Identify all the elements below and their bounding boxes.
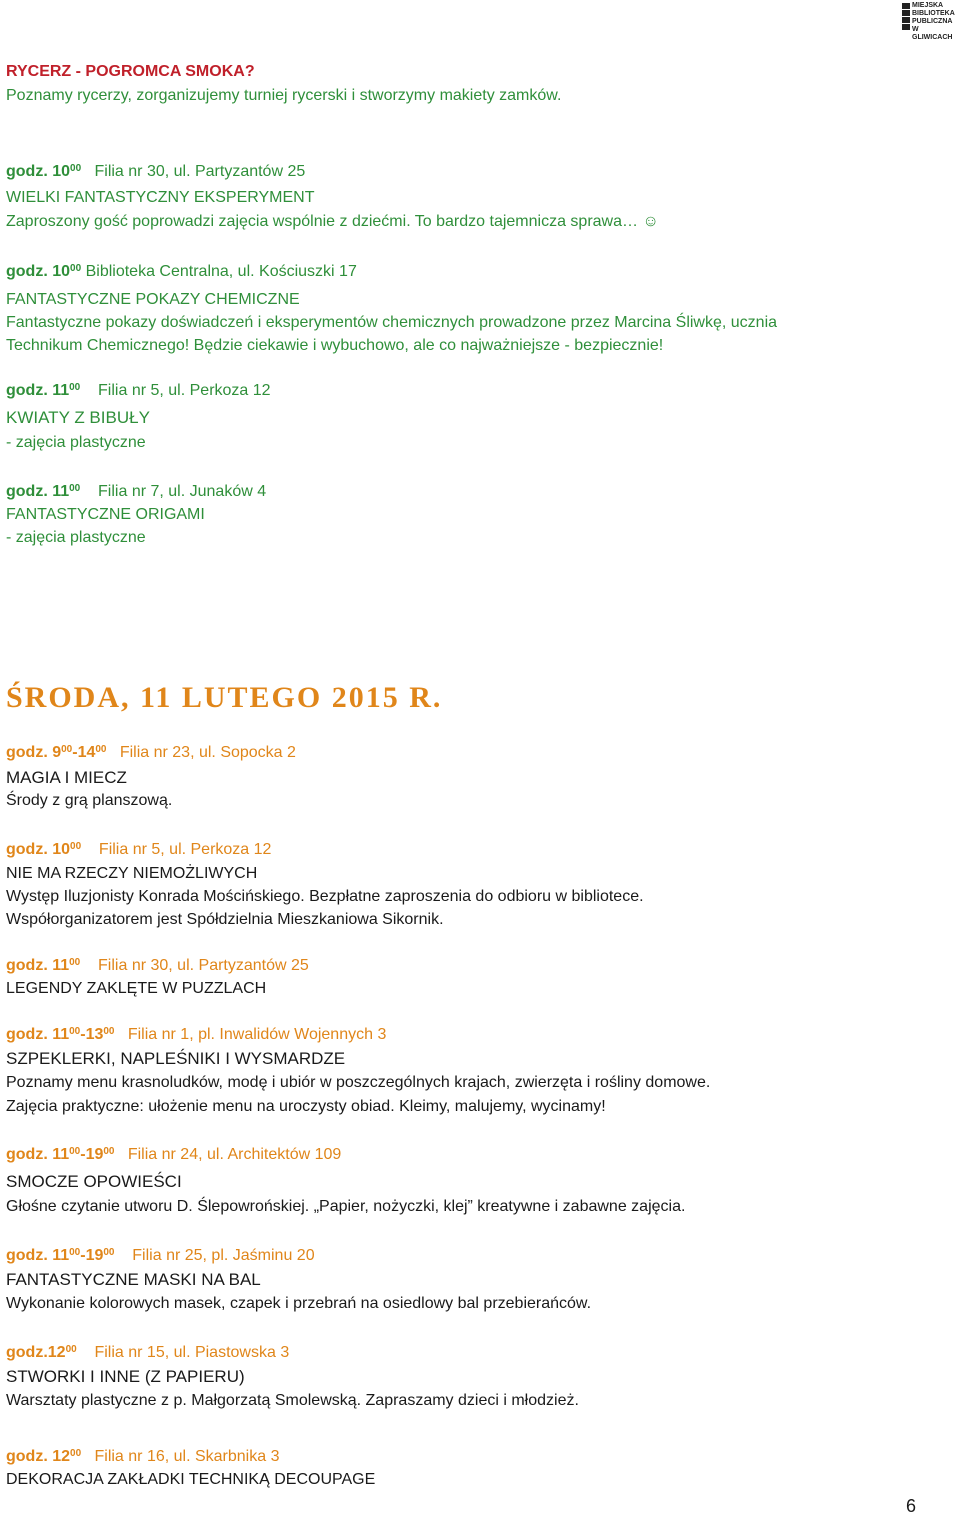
event-desc-line-2: Współorganizatorem jest Spółdzielnia Mieszkaniowa Sikornik. <box>6 911 444 928</box>
event-title: FANTASTYCZNE MASKI NA BAL <box>6 1270 261 1289</box>
event-place: Filia nr 5, ul. Perkoza 12 <box>98 382 271 399</box>
event-time: godz. 9 <box>6 744 62 761</box>
event-title: FANTASTYCZNE POKAZY CHEMICZNE <box>6 291 300 308</box>
event-time-place: godz. $10^{00}$ Filia nr 30, ul. Partyzantów 25 <box>6 163 306 180</box>
page-number: 6 <box>906 1496 917 1516</box>
event-desc-line-2: Zajęcia praktyczne: ułożenie menu na uroczysty obiad. Kleimy, malujemy, wycinamy! <box>6 1098 606 1115</box>
event-title: DEKORACJA ZAKŁADKI TECHNIKĄ DECOUPAGE <box>6 1471 376 1488</box>
event-title: NIE MA RZECZY NIEMOŻLIWYCH <box>6 865 258 882</box>
event-place: Filia nr 23, ul. Sopocka 2 <box>119 744 296 761</box>
event-desc: Zaproszony gość poprowadzi zajęcia wspólnie z dziećmi. To bardzo tajemnicza sprawa… ☺ <box>6 213 659 230</box>
event-title: LEGENDY ZAKLĘTE W PUZZLACH <box>6 980 267 997</box>
event-desc: - zajęcia plastyczne <box>6 434 146 451</box>
event-desc: Głośne czytanie utworu D. Ślepowrońskiej. „Papier, nożyczki, klej” kreatywne i zabawne zajęcia. <box>6 1198 686 1215</box>
event-time-place: godz. $10^{00}$ Biblioteka Centralna, ul. Kościuszki 17 <box>6 263 357 280</box>
section-heading: ŚRODA, 11 LUTEGO 2015 R. <box>6 681 443 714</box>
event-place: Filia nr 7, ul. Junaków 4 <box>98 483 267 500</box>
event-time-place: godz. $11^{00}$ Filia nr 7, ul. Junaków 4 <box>6 483 267 500</box>
event-desc: Wykonanie kolorowych masek, czapek i przebrań na osiedlowy bal przebierańców. <box>6 1295 592 1312</box>
event-time: godz. 11 <box>6 483 70 500</box>
event-place: Filia nr 5, ul. Perkoza 12 <box>98 841 272 858</box>
event-title: SMOCZE OPOWIEŚCI <box>6 1172 182 1191</box>
logo-line-4: W GLIWICACH <box>912 26 953 41</box>
event-title: RYCERZ - POGROMCA SMOKA? <box>6 63 255 80</box>
event-title: SZPEKLERKI, NAPLEŚNIKI I WYSMARDZE <box>6 1049 346 1068</box>
event-time-place: godz. $11^{00}$ Filia nr 5, ul. Perkoza 12 <box>6 382 271 399</box>
event-title: WIELKI FANTASTYCZNY EKSPERYMENT <box>6 189 315 206</box>
event-title: KWIATY Z BIBUŁY <box>6 408 150 427</box>
event-place: Filia nr 30, ul. Partyzantów 25 <box>98 957 309 974</box>
event-place: Biblioteka Centralna, ul. Kościuszki 17 <box>85 263 357 280</box>
event-time-place: godz. $11^{00}-19^{00}$ Filia nr 25, pl. Jaśminu 20 <box>6 1247 315 1264</box>
event-title: FANTASTYCZNE ORIGAMI <box>6 506 205 523</box>
event-time-place: godz. $11^{00}-19^{00}$ Filia nr 24, ul. Architektów 109 <box>6 1146 342 1163</box>
event-time: godz. 10 <box>6 163 71 180</box>
logo-mark-icon <box>902 3 910 31</box>
event-time-place: godz. $9^{00}-14^{00}$ Filia nr 23, ul. Sopocka 2 <box>6 744 296 761</box>
event-place: Filia nr 30, ul. Partyzantów 25 <box>94 163 306 180</box>
event-title: MAGIA I MIECZ <box>6 768 127 787</box>
event-desc: - zajęcia plastyczne <box>6 529 146 546</box>
logo-line-3: PUBLICZNA <box>912 18 953 25</box>
event-time: godz. 12 <box>6 1448 71 1465</box>
event-time-place: godz. $12^{00}$ Filia nr 16, ul. Skarbnika 3 <box>6 1448 280 1465</box>
event-time-place: godz. $10^{00}$ Filia nr 5, ul. Perkoza 12 <box>6 841 272 858</box>
event-place: Filia nr 25, pl. Jaśminu 20 <box>132 1247 315 1264</box>
event-place: Filia nr 24, ul. Architektów 109 <box>127 1146 342 1163</box>
event-desc: Środy z grą planszową. <box>6 792 173 809</box>
logo-line-2: BIBLIOTEKA <box>912 10 955 17</box>
event-time-place: godz. $11^{00}-13^{00}$ Filia nr 1, pl. Inwalidów Wojennych 3 <box>6 1026 387 1043</box>
event-time-place: godz. $11^{00}$ Filia nr 30, ul. Partyzantów 25 <box>6 957 309 974</box>
event-time: godz.12 <box>6 1344 66 1361</box>
event-time: godz. 10 <box>6 263 71 280</box>
event-desc-line-1: Fantastyczne pokazy doświadczeń i eksperymentów chemicznych prowadzone przez Marcina Śliwkę, ucznia <box>6 314 778 331</box>
library-logo <box>902 2 958 41</box>
event-place: Filia nr 16, ul. Skarbnika 3 <box>94 1448 280 1465</box>
event-title: STWORKI I INNE (Z PAPIERU) <box>6 1367 245 1386</box>
event-time: godz. 11 <box>6 382 70 399</box>
event-desc-line-2: Technikum Chemicznego! Będzie ciekawie i wybuchowo, ale co najważniejsze - bezpiecznie! <box>6 337 664 354</box>
event-place: Filia nr 1, pl. Inwalidów Wojennych 3 <box>127 1026 387 1043</box>
event-time: godz. 11 <box>6 1146 70 1163</box>
event-desc: Warsztaty plastyczne z p. Małgorzatą Smolewską. Zapraszamy dzieci i młodzież. <box>6 1392 579 1409</box>
event-time: godz. 11 <box>6 1026 70 1043</box>
event-desc: Poznamy rycerzy, zorganizujemy turniej rycerski i stworzymy makiety zamków. <box>6 87 562 104</box>
event-time: godz. 11 <box>6 957 70 974</box>
event-place: Filia nr 15, ul. Piastowska 3 <box>94 1344 290 1361</box>
event-desc-line-1: Występ Iluzjonisty Konrada Mościńskiego. Bezpłatne zaproszenia do odbioru w bibliotece. <box>6 888 644 905</box>
event-desc-line-1: Poznamy menu krasnoludków, modę i ubiór w poszczególnych krajach, zwierzęta i rośliny domowe. <box>6 1074 711 1091</box>
event-time: godz. 11 <box>6 1247 70 1264</box>
event-time-place: $godz.12^{00}$ Filia nr 15, ul. Piastowska 3 <box>6 1344 290 1361</box>
event-time: godz. 10 <box>6 841 71 858</box>
logo-line-1: MIEJSKA <box>912 2 944 9</box>
